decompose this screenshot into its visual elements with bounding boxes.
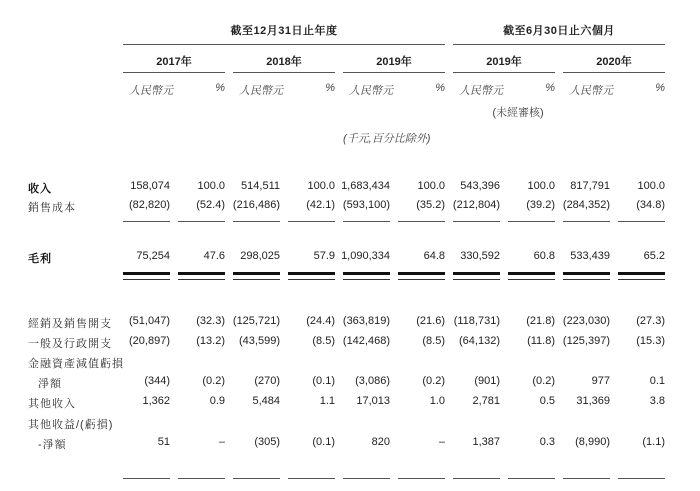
unit-label: 人民幣元 [349,85,393,97]
table-row [0,355,700,371]
group-title-six-months: 截至6月30日止六個月 [503,25,615,37]
group-rule-six-months [453,44,665,45]
subtotal-rule [618,221,665,222]
pct-label: % [325,82,335,94]
pct-label: % [545,82,555,94]
amount-cell: (20,897) [129,335,170,347]
percent-cell: (34.8) [636,199,665,211]
percent-cell: – [438,436,445,448]
percent-cell: 57.9 [313,250,335,262]
percent-cell: 100.0 [307,180,335,192]
subtotal-rule [453,221,500,222]
percent-cell: 100.0 [527,180,555,192]
percent-cell: (11.8) [527,335,555,347]
percent-cell: 1.0 [429,395,445,407]
bottom-rule [288,478,335,479]
total-double-rule [618,272,665,280]
amount-cell: 514,511 [241,180,280,192]
row-label: 其他收益/(虧損) [28,419,114,431]
year-rule [123,72,225,73]
percent-cell: 100.0 [637,180,665,192]
amount-cell: 820 [371,436,390,448]
year-rule [453,72,555,73]
amount-cell: 75,254 [136,250,170,262]
total-double-rule [288,272,335,280]
unit-label: 人民幣元 [239,85,283,97]
amount-cell: 5,484 [252,395,280,407]
subtotal-rule [343,221,390,222]
amount-cell: (118,731) [453,315,500,327]
amount-cell: (142,468) [342,335,390,347]
amount-cell: 817,791 [570,180,610,192]
bottom-rule [508,478,555,479]
amount-cell: (344) [144,375,170,387]
bottom-rule [563,478,610,479]
table-row [0,180,700,196]
total-double-rule [178,272,225,280]
percent-cell: 1.1 [319,395,335,407]
amount-cell: (216,486) [232,199,280,211]
percent-cell: 3.8 [649,395,665,407]
bottom-rule [123,478,170,479]
total-double-rule [123,272,170,280]
unit-label: 人民幣元 [129,85,173,97]
unit-label: 人民幣元 [569,85,613,97]
percent-cell: 64.8 [423,250,445,262]
year-header-2020-h1: 2020年 [596,56,632,68]
amount-cell: (223,030) [562,315,610,327]
amount-cell: (270) [254,375,280,387]
year-header-2019: 2019年 [376,56,412,68]
pct-label: % [655,82,665,94]
table-row [0,416,700,432]
unit-label: 人民幣元 [459,85,503,97]
table-row [0,436,700,452]
percent-cell: (0.2) [532,375,555,387]
total-double-rule [563,272,610,280]
units-note: (千元,百分比除外) [343,133,431,145]
percent-cell: (32.3) [196,315,225,327]
amount-cell: (125,721) [232,315,280,327]
amount-cell: 158,074 [130,180,170,192]
amount-cell: (51,047) [129,315,170,327]
table-row [0,335,700,351]
row-label: 金融資產減值虧損 [28,358,124,370]
percent-cell: (21.6) [416,315,445,327]
year-header-2019-h1: 2019年 [486,56,522,68]
group-rule-fiscal [123,44,445,45]
percent-cell: 0.3 [539,436,555,448]
amount-cell: 533,439 [570,250,610,262]
table-row [0,250,700,266]
percent-cell: (24.4) [306,315,335,327]
percent-cell: 47.6 [203,250,225,262]
percent-cell: (0.2) [422,375,445,387]
percent-cell: (1.1) [642,436,665,448]
percent-cell: (27.3) [636,315,665,327]
amount-cell: (8,990) [575,436,610,448]
percent-cell: 0.1 [649,375,665,387]
percent-cell: 65.2 [643,250,665,262]
amount-cell: 1,090,334 [341,250,390,262]
percent-cell: 0.9 [209,395,225,407]
pct-label: % [215,82,225,94]
bottom-rule [178,478,225,479]
amount-cell: (901) [474,375,500,387]
total-double-rule [453,272,500,280]
bottom-rule [233,478,280,479]
subtotal-rule [123,221,170,222]
year-rule [563,72,665,73]
percent-cell: (0.1) [312,436,335,448]
bottom-rule [398,478,445,479]
amount-cell: 1,362 [142,395,170,407]
percent-cell: 100.0 [197,180,225,192]
table-row [0,315,700,331]
amount-cell: 2,781 [472,395,500,407]
percent-cell: (15.3) [636,335,665,347]
amount-cell: (43,599) [239,335,280,347]
percent-cell: 0.5 [539,395,555,407]
table-row [0,375,700,391]
amount-cell: 17,013 [356,395,390,407]
amount-cell: (3,086) [355,375,390,387]
amount-cell: 977 [591,375,610,387]
total-double-rule [233,272,280,280]
row-label: 收入 [28,183,52,195]
amount-cell: (125,397) [562,335,610,347]
year-rule [343,72,445,73]
percent-cell: (8.5) [312,335,335,347]
total-double-rule [343,272,390,280]
row-label: 經銷及銷售開支 [28,318,112,330]
row-label: 其他收入 [28,398,76,410]
subtotal-rule [233,221,280,222]
unaudited-note: (未經審核) [492,107,544,119]
amount-cell: (82,820) [129,199,170,211]
amount-cell: 298,025 [240,250,280,262]
percent-cell: 100.0 [417,180,445,192]
row-label: 淨額 [38,378,62,390]
bottom-rule [618,478,665,479]
amount-cell: (363,819) [342,315,390,327]
amount-cell: 1,683,434 [341,180,390,192]
percent-cell: (35.2) [416,199,445,211]
subtotal-rule [398,221,445,222]
percent-cell: (8.5) [422,335,445,347]
percent-cell: (0.1) [312,375,335,387]
year-header-2018: 2018年 [266,56,302,68]
amount-cell: (284,352) [562,199,610,211]
subtotal-rule [563,221,610,222]
subtotal-rule [178,221,225,222]
row-label: -淨額 [38,439,67,451]
year-rule [233,72,335,73]
table-row [0,395,700,411]
subtotal-rule [508,221,555,222]
percent-cell: 60.8 [533,250,555,262]
percent-cell: (42.1) [306,199,335,211]
amount-cell: 51 [157,436,170,448]
percent-cell: (13.2) [196,335,225,347]
percent-cell: – [218,436,225,448]
pct-label: % [435,82,445,94]
total-double-rule [398,272,445,280]
amount-cell: (305) [254,436,280,448]
percent-cell: (52.4) [196,199,225,211]
bottom-rule [453,478,500,479]
amount-cell: (212,804) [452,199,500,211]
amount-cell: (593,100) [342,199,390,211]
group-title-fiscal-year: 截至12月31日止年度 [230,25,338,37]
amount-cell: 543,396 [460,180,500,192]
percent-cell: (39.2) [526,199,555,211]
subtotal-rule [288,221,335,222]
row-label: 銷售成本 [28,202,76,214]
amount-cell: (64,132) [459,335,500,347]
amount-cell: 1,387 [472,436,500,448]
percent-cell: (21.8) [526,315,555,327]
amount-cell: 330,592 [460,250,500,262]
table-row [0,199,700,215]
row-label: 毛利 [28,253,52,265]
bottom-rule [343,478,390,479]
row-label: 一般及行政開支 [28,338,112,350]
percent-cell: (0.2) [202,375,225,387]
amount-cell: 31,369 [576,395,610,407]
total-double-rule [508,272,555,280]
year-header-2017: 2017年 [156,56,192,68]
